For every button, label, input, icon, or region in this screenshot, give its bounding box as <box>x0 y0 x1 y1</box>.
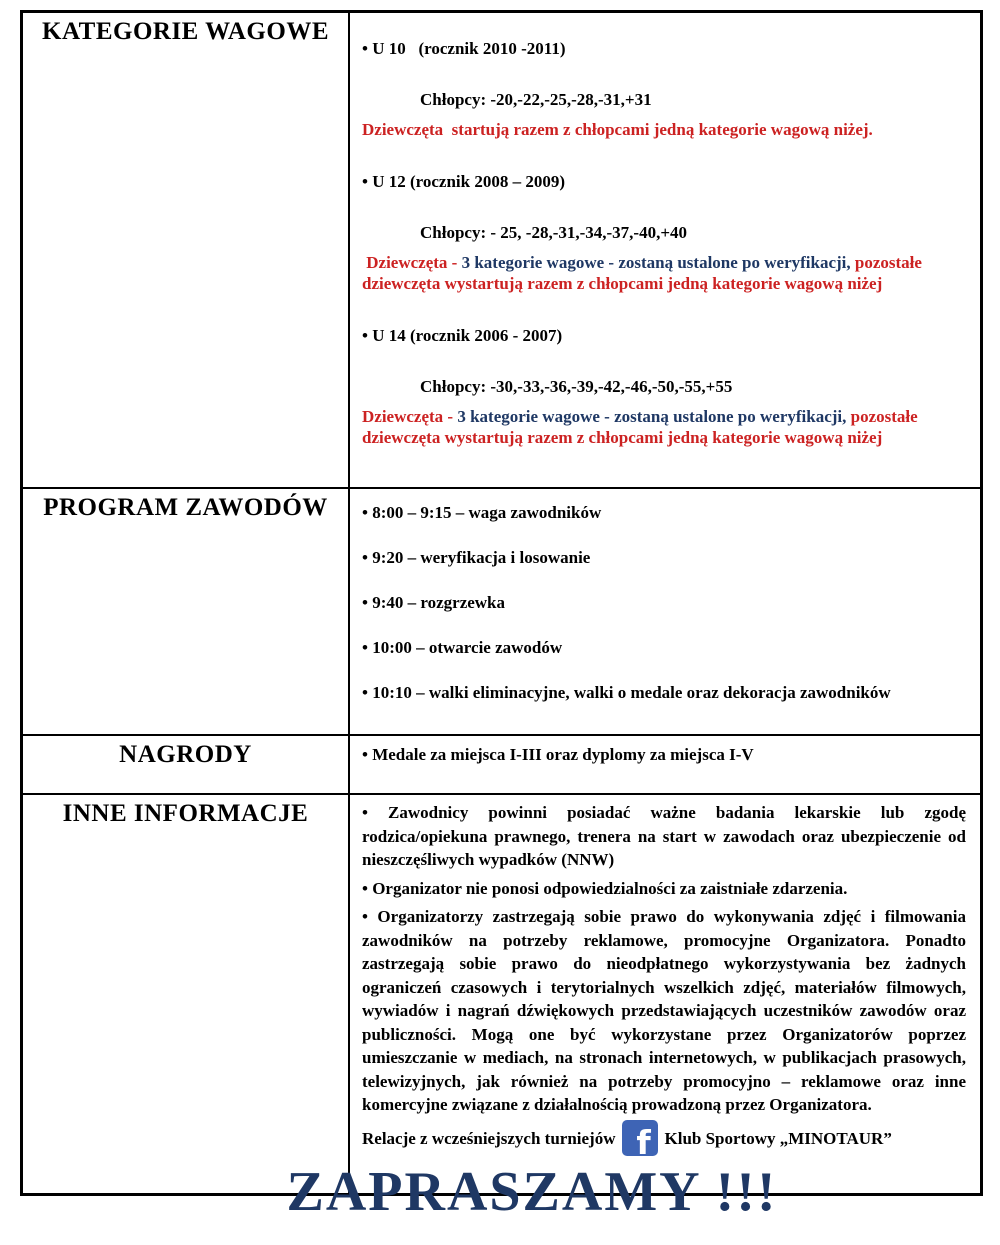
text-segment: • Organizatorzy zastrzegają sobie prawo do wykonywania zdjęć i filmowania zawodników na potrzeby reklamowe, promocyjne Organizatora. Ponadto zastrzegają sobie prawo do nieodpłatnego wykorzystywania bez żadnych ograniczeń czasowych i terytorialnych wszelkich zdjęć, materiałów filmowych, wywiadów i nagrań dźwiękowych przedstawiających uczestników zawodów oraz publiczności. Mogą one być wykorzystane przez Organizatorów poprzez umieszczanie w mediach, na stronach internetowych, w publikacjach prasowych, telewizyjnych, jak również na potrzeby promocyjno – reklamowe oraz inne komercyjne związane z działalnością prowadzoną przez Organizatora. <box>362 907 966 1114</box>
category-item <box>362 325 966 346</box>
row-content-inne-informacje <box>349 794 982 1195</box>
text-segment: • 10:10 – walki eliminacyjne, walki o medale oraz dekoracja zawodników <box>362 683 891 702</box>
text-segment: • 10:00 – otwarcie zawodów <box>362 638 563 657</box>
category-item <box>362 171 966 192</box>
row-header-nagrody: NAGRODY <box>22 735 350 794</box>
weight-classes <box>362 89 966 110</box>
text-segment: • U 10 (rocznik 2010 -2011) <box>362 39 566 58</box>
weight-classes <box>362 222 966 243</box>
text-segment: • Zawodnicy powinni posiadać ważne badania lekarskie lub zgodę rodzica/opiekuna prawnego, trenera na start w zawodach oraz ubezpieczenie od nieszczęśliwych wypadków (NNW) <box>362 803 966 869</box>
text-segment: Dziewczęta - <box>362 253 462 272</box>
schedule-item <box>362 502 966 523</box>
text-segment: • 9:40 – rozgrzewka <box>362 593 506 612</box>
facebook-glyph: f <box>636 1122 651 1156</box>
info-paragraph <box>362 801 966 872</box>
text-segment: • Medale za miejsca I-III oraz dyplomy za miejsca I-V <box>362 745 754 764</box>
text-segment: pozostałe dziewczęta wystartują razem z chłopcami jedną kategorie wagową niżej <box>362 253 927 293</box>
text-segment: 3 kategorie wagowe - zostaną ustalone po weryfikacji, <box>461 253 851 272</box>
text-segment: • U 14 (rocznik 2006 - 2007) <box>362 326 563 345</box>
girls-note <box>362 252 966 294</box>
row-header-program-zawodow: PROGRAM ZAWODÓW <box>22 488 350 735</box>
closing-invitation: ZAPRASZAMY !!! <box>286 1161 778 1223</box>
schedule-item <box>362 682 966 703</box>
row-content-nagrody <box>349 735 982 794</box>
text-segment: Chłopcy: -20,-22,-25,-28,-31,+31 <box>420 90 652 109</box>
info-table <box>20 10 983 1196</box>
girls-note <box>362 119 966 140</box>
text-segment: Chłopcy: -30,-33,-36,-39,-42,-46,-50,-55,+55 <box>420 377 733 396</box>
text-segment: 3 kategorie wagowe - zostaną ustalone po weryfikacji, <box>457 407 847 426</box>
weight-classes <box>362 376 966 397</box>
text-segment: Relacje z wcześniejszych turniejów <box>362 1128 616 1148</box>
schedule-item <box>362 547 966 568</box>
prizes-item <box>362 744 966 765</box>
text-segment: • 8:00 – 9:15 – waga zawodników <box>362 503 602 522</box>
text-segment: Dziewczęta - <box>362 407 458 426</box>
text-segment: pozostałe dziewczęta wystartują razem z chłopcami jedną kategorie wagową niżej <box>362 407 922 447</box>
info-paragraph <box>362 877 966 901</box>
schedule-item <box>362 637 966 658</box>
row-content-program-zawodow <box>349 488 982 735</box>
table-row-nagrody <box>22 735 982 794</box>
table-row-kategorie-wagowe <box>22 12 982 489</box>
schedule-item <box>362 592 966 613</box>
text-segment: Klub Sportowy „MINOTAUR” <box>664 1128 892 1148</box>
text-segment: • 9:20 – weryfikacja i losowanie <box>362 548 591 567</box>
facebook-line <box>362 1122 966 1158</box>
row-header-inne-informacje: INNE INFORMACJE <box>22 794 350 1195</box>
text-segment: Chłopcy: - 25, -28,-31,-34,-37,-40,+40 <box>420 223 688 242</box>
text-segment: Dziewczęta startują razem z chłopcami jedną kategorie wagową niżej. <box>362 120 873 139</box>
facebook-icon[interactable] <box>622 1120 658 1156</box>
girls-note <box>362 406 966 448</box>
info-paragraph <box>362 905 966 1117</box>
row-content-kategorie-wagowe <box>349 12 982 489</box>
category-item <box>362 38 966 59</box>
row-header-kategorie-wagowe: KATEGORIE WAGOWE <box>22 12 350 489</box>
table-row-inne-informacje <box>22 794 982 1195</box>
table-row-program-zawodow <box>22 488 982 735</box>
text-segment: • U 12 (rocznik 2008 – 2009) <box>362 172 566 191</box>
text-segment: • Organizator nie ponosi odpowiedzialności za zaistniałe zdarzenia. <box>362 878 848 898</box>
